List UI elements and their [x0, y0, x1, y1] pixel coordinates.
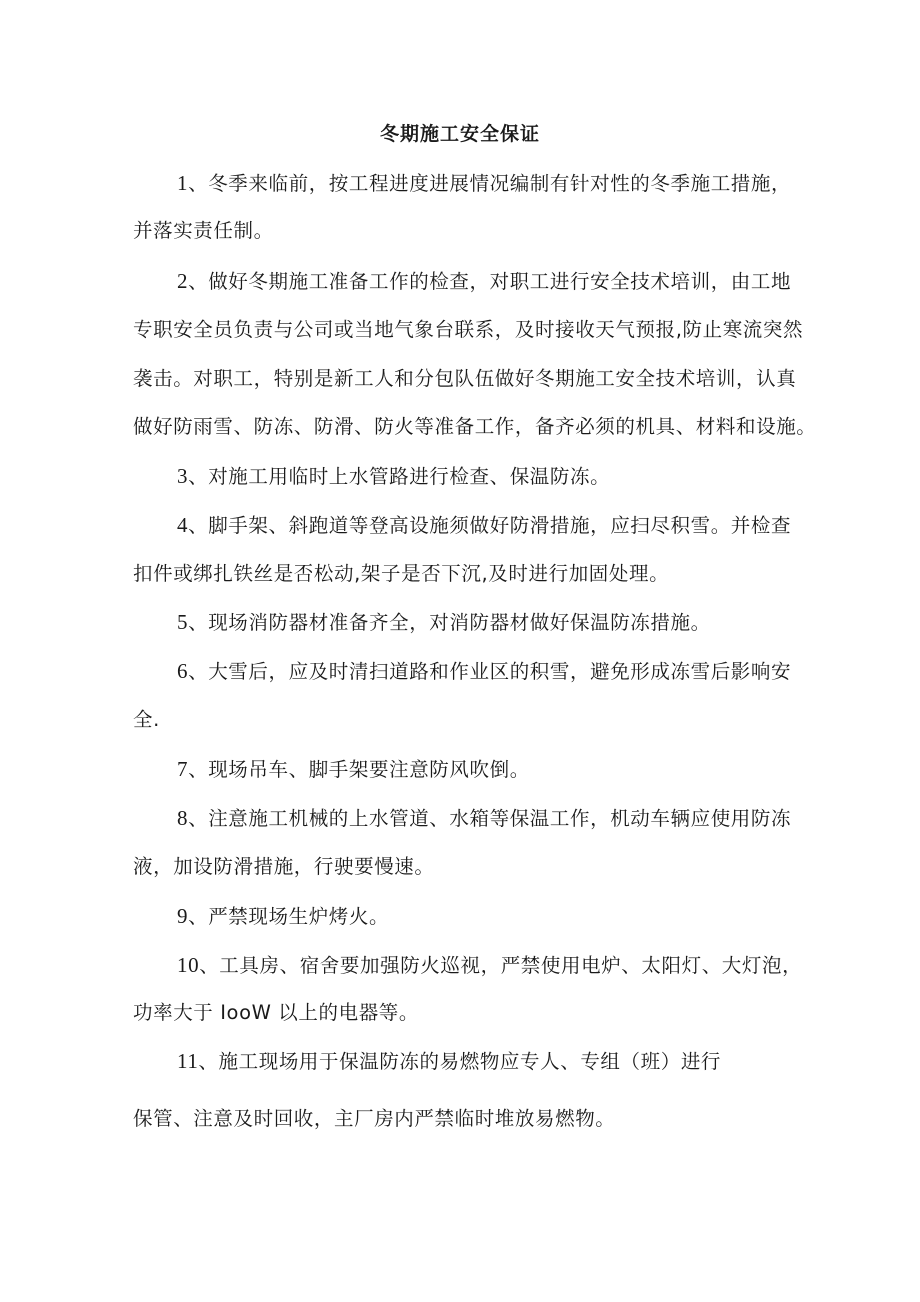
item-7-line-1 [177, 753, 857, 786]
item-text: 、现场消防器材准备齐全，对消防器材做好保温防冻措施。 [188, 611, 711, 634]
item-text: 、工具房、宿舍要加强防火巡视，严禁使用电炉、太阳灯、大灯泡， [199, 954, 803, 977]
item-9-line-1 [177, 900, 857, 933]
item-2-line-4: 做好防雨雪、防冻、防滑、防火等准备工作，备齐必须的机具、材料和设施。 [133, 415, 817, 438]
item-text: 、严禁现场生炉烤火。 [188, 905, 390, 928]
item-2-line-3: 袭击。对职工，特别是新工人和分包队伍做好冬期施工安全技术培训，认真 [133, 367, 797, 390]
item-number: 8 [177, 806, 189, 830]
document-title: 冬期施工安全保证 [379, 123, 540, 145]
item-text: 、脚手架、斜跑道等登高设施须做好防滑措施，应扫尽积雪。并检查 [188, 514, 792, 537]
item-8-line-2: 液，加设防滑措施，行驶要慢速。 [133, 855, 435, 878]
item-number: 1 [177, 171, 189, 195]
item-4-line-2: 扣件或绑扎铁丝是否松动,架子是否下沉,及时进行加固处理。 [133, 562, 670, 585]
item-3-line-1 [177, 460, 857, 493]
item-11-line-2: 保管、注意及时回收，主厂房内严禁临时堆放易燃物。 [133, 1107, 616, 1130]
item-8-line-1 [177, 802, 857, 835]
item-5-line-1 [177, 606, 857, 639]
item-text: 、现场吊车、脚手架要注意防风吹倒。 [188, 758, 530, 781]
item-1-line-2: 并落实责任制。 [133, 219, 274, 242]
item-4-line-1 [177, 509, 857, 542]
item-number: 9 [177, 904, 189, 928]
item-text: 、对施工用临时上水管路进行检查、保温防冻。 [188, 465, 611, 488]
item-2-line-1 [177, 265, 857, 298]
item-text: 、做好冬期施工准备工作的检查，对职工进行安全技术培训，由工地 [188, 270, 792, 293]
item-6-line-1 [177, 655, 857, 688]
item-number: 6 [177, 659, 189, 683]
item-1-line-1 [177, 167, 857, 200]
item-text: 、大雪后，应及时清扫道路和作业区的积雪，避免形成冻雪后影响安 [188, 660, 792, 683]
item-10-line-1 [177, 949, 857, 982]
item-number: 4 [177, 513, 189, 537]
item-11-line-1 [177, 1045, 857, 1078]
item-2-line-2: 专职安全员负责与公司或当地气象台联系，及时接收天气预报,防止寒流突然 [133, 318, 804, 341]
item-text: 、注意施工机械的上水管道、水箱等保温工作，机动车辆应使用防冻 [188, 807, 792, 830]
item-number: 2 [177, 269, 189, 293]
item-text: 、冬季来临前，按工程进度进展情况编制有针对性的冬季施工措施， [188, 172, 792, 195]
item-number: 3 [177, 464, 189, 488]
item-6-line-2: 全. [133, 708, 160, 731]
item-number: 10 [177, 953, 200, 977]
item-number: 5 [177, 610, 189, 634]
item-text: 、施工现场用于保温防冻的易燃物应专人、专组（班）进行 [198, 1050, 722, 1073]
item-number: 11 [177, 1049, 199, 1073]
item-10-line-2: 功率大于 IooW 以上的电器等。 [133, 1001, 419, 1024]
item-number: 7 [177, 757, 189, 781]
